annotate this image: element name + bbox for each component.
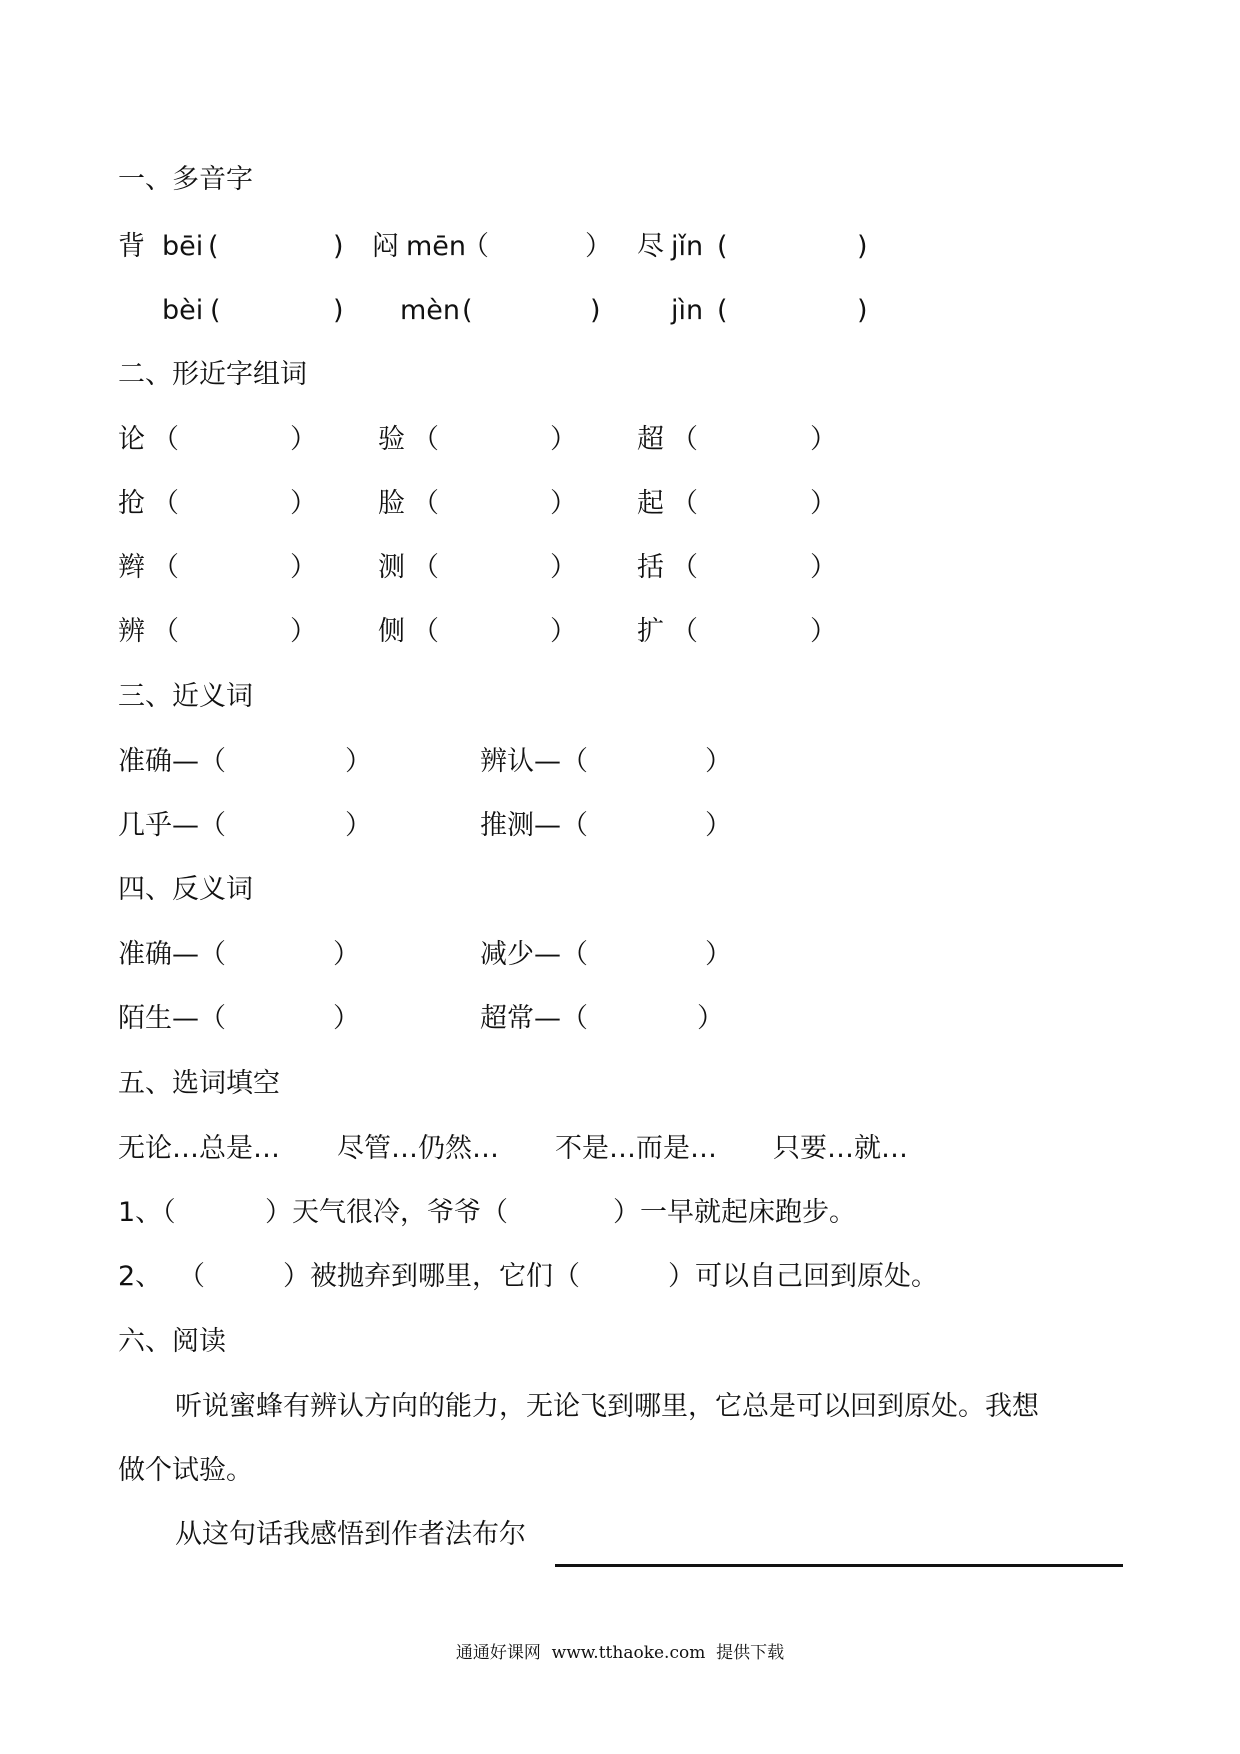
question-1-number: 1、（: [118, 1197, 176, 1228]
word-option: 尽管…仍然…: [337, 1133, 499, 1164]
pinyin-men1: mēn: [406, 231, 467, 262]
paren-close: ）: [810, 488, 837, 519]
synonym-prompt: 几乎—（: [118, 810, 226, 841]
paren-close: ): [333, 295, 344, 326]
word-char: 抢: [118, 488, 145, 519]
paren-open: （: [412, 616, 439, 647]
paren-close: ）: [333, 1003, 360, 1034]
word-char: 辫: [118, 552, 145, 583]
section-1-heading: 一、多音字: [118, 164, 253, 195]
synonym-prompt: 准确—（: [118, 746, 226, 777]
paren-open: （: [671, 616, 698, 647]
paren-close: ): [333, 231, 344, 262]
word-char: 测: [378, 552, 405, 583]
question-2-middle: ）被抛弃到哪里，它们（: [283, 1261, 580, 1292]
antonym-prompt: 减少—（: [480, 939, 588, 970]
paren-open: (: [208, 231, 219, 262]
paren-open: (: [717, 295, 728, 326]
section-6-heading: 六、阅读: [118, 1326, 226, 1357]
question-2-end: ）可以自己回到原处。: [668, 1261, 938, 1292]
answer-line: [555, 1564, 1123, 1567]
paren-close: ）: [550, 552, 577, 583]
paren-close: ): [857, 231, 868, 262]
paren-open: （: [671, 552, 698, 583]
word-char: 侧: [378, 616, 405, 647]
paren-open: （: [462, 231, 489, 262]
paren-open: (: [717, 231, 728, 262]
paren-close: ）: [333, 939, 360, 970]
word-char: 论: [118, 424, 145, 455]
paren-open: （: [412, 552, 439, 583]
section-4-heading: 四、反义词: [118, 874, 253, 905]
paren-close: ）: [290, 424, 317, 455]
paren-open: （: [412, 488, 439, 519]
paren-close: ）: [345, 810, 372, 841]
paren-open: （: [152, 424, 179, 455]
paren-close: ）: [705, 746, 732, 777]
pinyin-bei4: bèi: [162, 295, 204, 326]
paren-close: ）: [810, 616, 837, 647]
section-2-heading: 二、形近字组词: [118, 359, 307, 390]
paren-close: ）: [810, 552, 837, 583]
section-3-heading: 三、近义词: [118, 681, 253, 712]
paren-close: ）: [345, 746, 372, 777]
word-char: 脸: [378, 488, 405, 519]
paren-close: ）: [697, 1003, 724, 1034]
paren-close: ): [857, 295, 868, 326]
reading-paragraph-line-1: 听说蜜蜂有辨认方向的能力，无论飞到哪里，它总是可以回到原处。我想: [175, 1391, 1039, 1422]
pinyin-jin1: jǐn: [671, 231, 704, 262]
paren-open: （: [671, 488, 698, 519]
section-5-heading: 五、选词填空: [118, 1068, 280, 1099]
antonym-prompt: 超常—（: [480, 1003, 588, 1034]
antonym-prompt: 陌生—（: [118, 1003, 226, 1034]
pinyin-men4: mèn: [400, 295, 461, 326]
word-option: 只要…就…: [773, 1133, 908, 1164]
paren-open: (: [462, 295, 473, 326]
char-men: 闷: [372, 231, 399, 262]
question-1-middle: ）天气很冷，爷爷（: [265, 1197, 508, 1228]
paren-close: ）: [585, 231, 612, 262]
synonym-prompt: 推测—（: [480, 810, 588, 841]
paren-open: （: [671, 424, 698, 455]
paren-close: ）: [705, 810, 732, 841]
word-char: 括: [637, 552, 664, 583]
antonym-prompt: 准确—（: [118, 939, 226, 970]
pinyin-jin4: jìn: [671, 295, 704, 326]
paren-close: ）: [550, 424, 577, 455]
word-char: 超: [637, 424, 664, 455]
paren-close: ）: [550, 488, 577, 519]
paren-open: （: [152, 552, 179, 583]
word-char: 起: [637, 488, 664, 519]
question-1-end: ）一早就起床跑步。: [613, 1197, 856, 1228]
paren-open: (: [210, 295, 221, 326]
question-2-number: 2、: [118, 1261, 163, 1292]
paren-close: ）: [810, 424, 837, 455]
reading-question: 从这句话我感悟到作者法布尔: [175, 1519, 526, 1550]
char-jin: 尽: [637, 231, 664, 262]
word-char: 辨: [118, 616, 145, 647]
pinyin-bei1: bēi: [162, 231, 204, 262]
word-option: 无论…总是…: [118, 1133, 280, 1164]
word-char: 扩: [637, 616, 664, 647]
paren-close: ）: [550, 616, 577, 647]
paren-close: ）: [290, 488, 317, 519]
paren-close: ）: [290, 552, 317, 583]
word-char: 验: [378, 424, 405, 455]
footer: 通通好课网 www.tthaoke.com 提供下载: [455, 1643, 785, 1663]
word-option: 不是…而是…: [555, 1133, 717, 1164]
paren-open: （: [152, 488, 179, 519]
paren-close: ）: [290, 616, 317, 647]
paren-open: （: [412, 424, 439, 455]
paren-close: ): [590, 295, 601, 326]
paren-open: （: [178, 1261, 205, 1292]
reading-paragraph-line-2: 做个试验。: [118, 1455, 253, 1486]
char-bei: 背: [118, 231, 145, 262]
paren-open: （: [152, 616, 179, 647]
synonym-prompt: 辨认—（: [480, 746, 588, 777]
paren-close: ）: [705, 939, 732, 970]
